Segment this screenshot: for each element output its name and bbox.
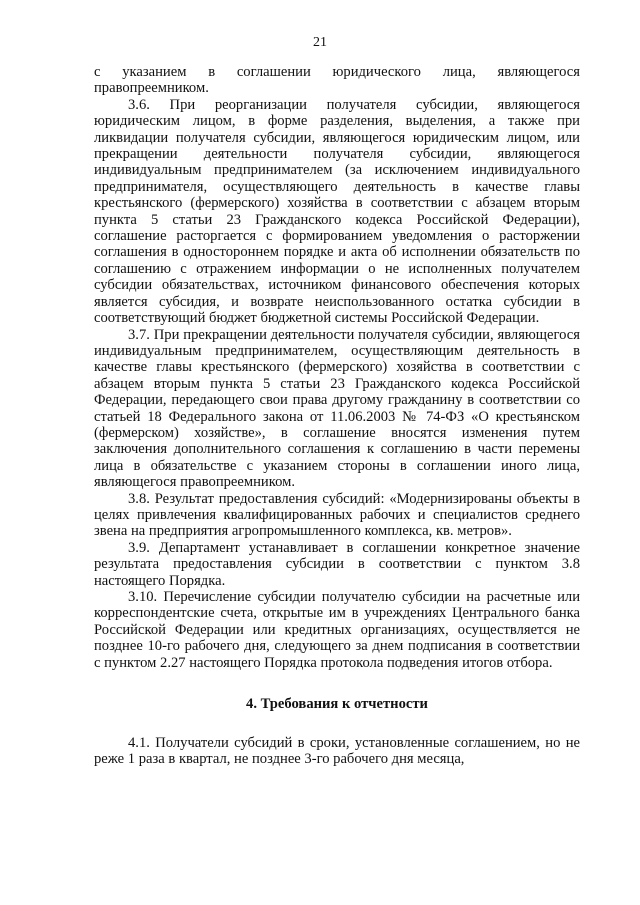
- paragraph-3-6: 3.6. При реорганизации получателя субсидии, являющегося юридическим лицом, в форме разделения, выделения, а также при ликвидации получателя субсидии, являющегося юридическим лицом, или прекращении деятельности получателя субсидии, являющегося индивидуальным предпринимателем (за исключением индивидуального предпринимателя, осуществляющего деятельность в качестве главы крестьянского (фермерского) хозяйства в соответствии с абзацем вторым пункта 5 статьи 23 Гражданского кодекса Российской Федерации), соглашение расторгается с формированием уведомления о расторжении соглашения в одностороннем порядке и акта об исполнении обязательств по соглашению с отражением информации о не исполненных получателем субсидии обязательствах, источником финансового обеспечения которых является субсидия, и возврате неиспользованного остатка субсидии в соответствующий бюджет бюджетной системы Российской Федерации.: [94, 96, 580, 327]
- paragraph-3-8: 3.8. Результат предоставления субсидий: «Модернизированы объекты в целях привлечения квалифицированных рабочих и специалистов среднего звена на предприятия агропромышленного комплекса, кв. метров».: [94, 490, 580, 540]
- paragraph-3-10: 3.10. Перечисление субсидии получателю субсидии на расчетные или корреспондентские счета, открытые им в учреждениях Центрального банка Российской Федерации или кредитных организациях, осуществляется не позднее 10-го рабочего дня, следующего за днем подписания в соответствии с пунктом 2.27 настоящего Порядка протокола подведения итогов отбора.: [94, 589, 580, 671]
- page-number: 21: [313, 35, 327, 50]
- paragraph-3-5-continuation: с указанием в соглашении юридического лица, являющегося правопреемником.: [94, 64, 580, 97]
- section-heading: 4. Требования к отчетности: [246, 696, 428, 713]
- paragraph-3-9: 3.9. Департамент устанавливает в соглашении конкретное значение результата предоставления субсидии в соответствии с пунктом 3.8 настоящего Порядка.: [94, 539, 580, 589]
- document-body: [94, 64, 580, 768]
- paragraph-3-7: 3.7. При прекращении деятельности получателя субсидии, являющегося индивидуальным предпринимателем, осуществляющим деятельность в качестве главы крестьянского (фермерского) хозяйства в соответствии с абзацем вторым пункта 5 статьи 23 Гражданского кодекса Российской Федерации, передающего свои права другому гражданину в соответствии со статьей 18 Федерального закона от 11.06.2003 № 74-ФЗ «О крестьянском (фермерском) хозяйстве», в соглашение вносятся изменения путем заключения дополнительного соглашения к соглашению в части перемены лица в обязательстве с указанием стороны в соглашении иного лица, являющегося правопреемником.: [94, 326, 580, 491]
- paragraph-4-1: 4.1. Получатели субсидий в сроки, установленные соглашением, но не реже 1 раза в квартал, не позднее 3-го рабочего дня месяца,: [94, 735, 580, 768]
